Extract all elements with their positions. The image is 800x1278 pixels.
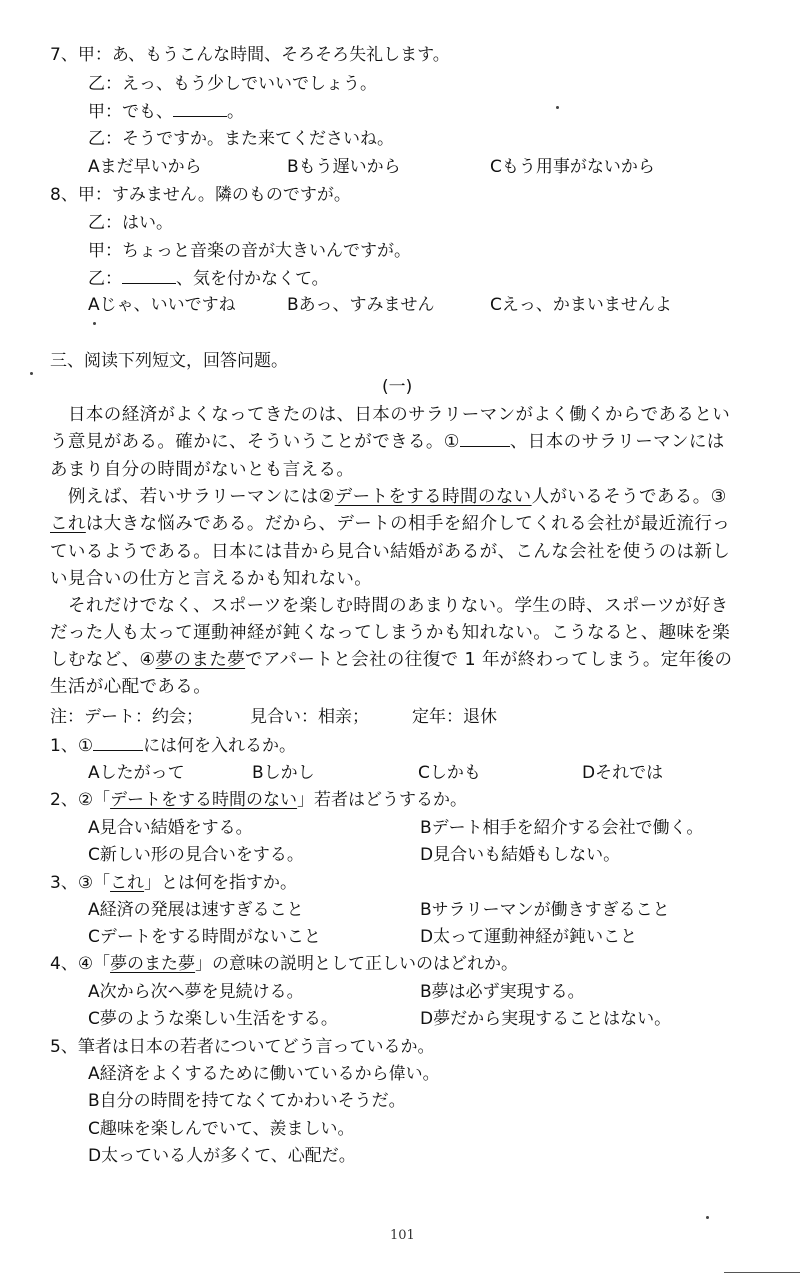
q8-line-4	[88, 268, 329, 290]
question-1-option-c: Cしかも	[418, 763, 481, 783]
question-3	[50, 872, 297, 894]
question-1-pre: 1、①	[50, 736, 94, 756]
passage-p1-line-2	[50, 431, 725, 453]
q7-option-c: Cもう用事がないから	[490, 157, 655, 177]
question-3-pre: 3、③「	[50, 873, 111, 893]
passage-p2-line-1-pre: 例えば、若いサラリーマンには②	[68, 487, 335, 507]
passage-p1-line-3: あまり自分の時間がないとも言える。	[50, 460, 355, 480]
question-3-option-b: Bサラリーマンが働きすぎること	[420, 900, 670, 920]
q7-line-3	[88, 101, 244, 123]
q8-option-a: Aじゃ、いいですね	[88, 295, 236, 315]
passage-p1-line-1: 日本の経済がよくなってきたのは、日本のサラリーマンがよく働くからであるとい	[68, 405, 731, 425]
scan-speck	[30, 372, 33, 375]
question-4-option-c: C夢のような楽しい生活をする。	[88, 1009, 338, 1029]
passage-p3-line-3-post: でアパートと会社の往復で 1 年が終わってしまう。定年後の	[245, 650, 733, 670]
question-4	[50, 953, 518, 975]
question-2	[50, 789, 467, 811]
question-2-post: 」若者はどうするか。	[297, 790, 468, 810]
question-3-underlined: これ	[110, 873, 145, 893]
underlined-phrase-3: これ	[50, 514, 86, 534]
question-3-option-c: Cデートをする時間がないこと	[88, 927, 321, 947]
q8-line-1: 8、甲：すみません。隣のものですが。	[50, 185, 351, 205]
question-3-post: 」とは何を指すか。	[144, 873, 298, 893]
q8-line-2: 乙：はい。	[88, 213, 173, 233]
question-3-option-d: D太って運動神経が鈍いこと	[420, 927, 638, 947]
question-2-option-a: A見合い結婚をする。	[88, 818, 253, 838]
q8-line-3: 甲：ちょっと音楽の音が大きいんですが。	[88, 241, 411, 261]
page-number: 101	[390, 1228, 415, 1243]
q7-line-3-post: 。	[227, 102, 244, 122]
q7-line-1: 7、甲：あ、もうこんな時間、そろそろ失礼します。	[50, 45, 450, 65]
passage-p2-line-2-post: は大きな悩みである。だから、デートの相手を紹介してくれる会社が最近流行っ	[85, 514, 731, 534]
note-miai: 見合い：相亲；	[250, 707, 369, 727]
answer-blank	[173, 101, 227, 117]
scan-speck	[556, 106, 559, 109]
passage-p2-line-1	[68, 486, 727, 508]
q7-line-3-pre: 甲：でも、	[88, 102, 173, 122]
question-4-option-b: B夢は必ず実現する。	[420, 982, 585, 1002]
passage-p3-line-4: 生活が心配である。	[50, 677, 212, 697]
question-1-option-b: Bしかし	[252, 763, 315, 783]
scan-speck	[93, 322, 96, 325]
passage-p3-line-2: だった人も太って運動神経が鈍くなってしまうかも知れない。こうなると、趣味を楽	[50, 623, 731, 643]
note-teinen: 定年：退休	[412, 707, 497, 727]
scan-edge-line	[724, 1272, 800, 1273]
question-2-option-b: Bデート相手を紹介する会社で働く。	[420, 818, 704, 838]
q8-option-b: Bあっ、すみません	[287, 295, 435, 315]
q8-line-4-pre: 乙：	[88, 269, 122, 289]
underlined-phrase-4: 夢のまた夢	[155, 650, 246, 670]
q8-line-4-post: 、気を付かなくて。	[176, 269, 329, 289]
passage-p3-line-3-pre: しむなど、④	[50, 650, 156, 670]
passage-p2-line-2	[50, 513, 730, 535]
q8-option-c: Cえっ、かまいませんよ	[490, 295, 672, 315]
note-date: 注：デート：约会；	[50, 707, 203, 727]
section-3-heading: 三、阅读下列短文，回答问题。	[50, 351, 288, 371]
question-4-option-a: A次から次へ夢を見続ける。	[88, 982, 304, 1002]
question-2-pre: 2、②「	[50, 790, 111, 810]
question-5-option-c: C趣味を楽しんでいて、羨ましい。	[88, 1119, 355, 1139]
q7-line-4: 乙：そうですか。また来てくださいね。	[88, 129, 394, 149]
question-1-option-a: Aしたがって	[88, 763, 185, 783]
answer-blank	[122, 268, 176, 284]
passage-p1-line-2-pre: う意見がある。確かに、そういうことができる。①	[50, 432, 460, 452]
passage-p3-line-3	[50, 649, 732, 671]
question-4-underlined: 夢のまた夢	[110, 954, 196, 974]
question-5: 5、筆者は日本の若者についてどう言っているか。	[50, 1037, 435, 1057]
q7-line-2: 乙：えっ、もう少しでいいでしょう。	[88, 74, 377, 94]
question-2-option-c: C新しい形の見合いをする。	[88, 845, 304, 865]
question-4-post: 」の意味の説明として正しいのはどれか。	[195, 954, 519, 974]
question-4-option-d: D夢だから実現することはない。	[420, 1009, 672, 1029]
question-1-option-d: Dそれでは	[582, 763, 664, 783]
passage-p3-line-1: それだけでなく、スポーツを楽しむ時間のあまりない。学生の時、スポーツが好き	[68, 596, 729, 616]
question-2-underlined: デートをする時間のない	[110, 790, 298, 810]
question-5-option-b: B自分の時間を持てなくてかわいそうだ。	[88, 1091, 406, 1111]
passage-p2-line-3: ているようである。日本には昔から見合い結婚があるが、こんな会社を使うのは新し	[50, 542, 731, 562]
q7-option-a: Aまだ早いから	[88, 157, 202, 177]
question-4-pre: 4、④「	[50, 954, 111, 974]
answer-blank	[460, 431, 510, 447]
passage-p2-line-1-post: 人がいるそうである。③	[531, 487, 727, 507]
question-3-option-a: A経済の発展は速すぎること	[88, 900, 304, 920]
question-1	[50, 735, 296, 757]
scan-speck	[706, 1216, 709, 1219]
question-1-post: には何を入れるか。	[143, 736, 297, 756]
passage-p1-line-2-post: 、日本のサラリーマンには	[509, 432, 725, 452]
q7-option-b: Bもう遅いから	[287, 157, 401, 177]
question-5-option-d: D太っている人が多くて、心配だ。	[88, 1146, 356, 1166]
question-2-option-d: D見合いも結婚もしない。	[420, 845, 621, 865]
underlined-phrase-2: デートをする時間のない	[334, 487, 532, 507]
passage-p2-line-4: い見合いの仕方と言えるかも知れない。	[50, 569, 373, 589]
passage-subtitle: (一)	[382, 377, 413, 397]
answer-blank	[93, 735, 143, 751]
question-5-option-a: A経済をよくするために働いているから偉い。	[88, 1064, 440, 1084]
